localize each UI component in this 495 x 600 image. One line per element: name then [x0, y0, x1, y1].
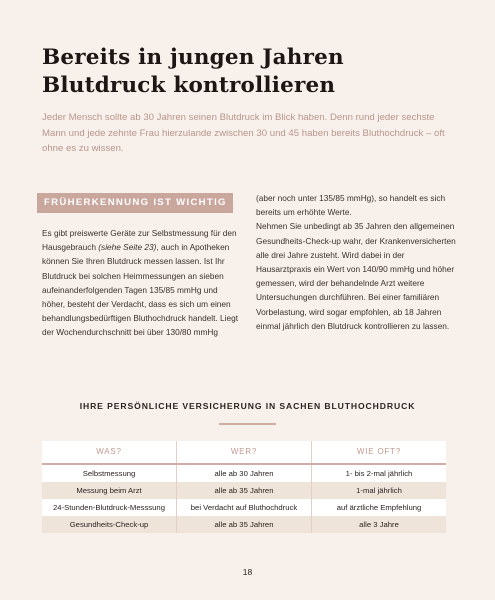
page-reference: (siehe Seite 23) — [98, 242, 157, 253]
table-cell: alle ab 35 Jahren — [176, 516, 311, 533]
table-cell: bei Verdacht auf Bluthochdruck — [176, 499, 311, 516]
page-number: 18 — [242, 567, 253, 577]
table-row — [42, 482, 446, 499]
right-column — [256, 191, 461, 333]
section-label: FRÜHERKENNUNG IST WICHTIG — [37, 193, 233, 213]
table-header-wie-oft: WIE OFT? — [311, 441, 446, 463]
page-title: Bereits in jungen Jahren Blutdruck kontrollieren — [42, 45, 344, 98]
left-column-paragraph — [42, 226, 242, 340]
lead-paragraph: Jeder Mensch sollte ab 30 Jahren seinen Blutdruck im Blick haben. Denn rund jeder sechste Mann und jede zehnte Frau hierzulande zwischen 30 und 45 haben bereits Bluthochdruck – oft ohne es zu wissen. — [42, 112, 445, 155]
left-column — [42, 226, 242, 340]
table-row — [42, 499, 446, 516]
table-cell: alle ab 35 Jahren — [176, 482, 311, 499]
table-header-wer: WER? — [176, 441, 311, 463]
table-heading: IHRE PERSÖNLICHE VERSICHERUNG IN SACHEN BLUTHOCHDRUCK — [79, 401, 416, 411]
table-cell: auf ärztliche Empfehlung — [311, 499, 446, 516]
table-header-row — [42, 441, 446, 465]
table-cell: alle 3 Jahre — [311, 516, 446, 533]
left-text-after: , auch in Apotheken können Sie Ihren Blutdruck messen lassen. Ist Ihr Blutdruck bei solchen Heimmessungen an sieben aufeinanderfolgenden Tagen 135/85 mmHg und höher, besteht der Verdacht, dass es sich um einen behandlungsbedürftigen Bluthochdruck handelt. Liegt der Wochendurchschnitt bei über 130/80 mmHg — [42, 242, 239, 338]
table-cell: Messung beim Arzt — [76, 486, 142, 495]
table-cell: Gesundheits-Check-up — [69, 520, 149, 529]
heading-divider — [219, 423, 276, 425]
table-cell: 1-mal jährlich — [311, 482, 446, 499]
checkup-table — [42, 441, 446, 533]
table-cell: 1- bis 2-mal jährlich — [311, 465, 446, 482]
table-row — [42, 516, 446, 533]
table-header-was: WAS? — [96, 447, 122, 456]
right-column-paragraph-1: (aber noch unter 135/85 mmHg), so handelt es sich bereits um erhöhte Werte. — [256, 193, 446, 218]
table-cell: 24-Stunden-Blutdruck-Messsung — [53, 503, 165, 512]
right-column-paragraph-2: Nehmen Sie unbedingt ab 35 Jahren den allgemeinen Gesundheits-Check-up wahr, der Krankenversicherten alle drei Jahre zusteht. Wird dabei in der Hausarztpraxis ein Wert von 140/90 mmHg und höher gemessen, wird der behandelnde Arzt weitere Untersuchungen durchführen. Bei einer familiären Vorbelastung, wird sogar empfohlen, ab 18 Jahren einmal jährlich den Blutdruck kontrollieren zu lassen. — [256, 221, 456, 331]
left-text-before: Es gibt preiswerte Geräte zur Selbstmessung für den Hausgebrauch — [42, 228, 237, 253]
table-cell: alle ab 30 Jahren — [176, 465, 311, 482]
table-row — [42, 465, 446, 482]
table-cell: Selbstmessung — [82, 469, 136, 478]
